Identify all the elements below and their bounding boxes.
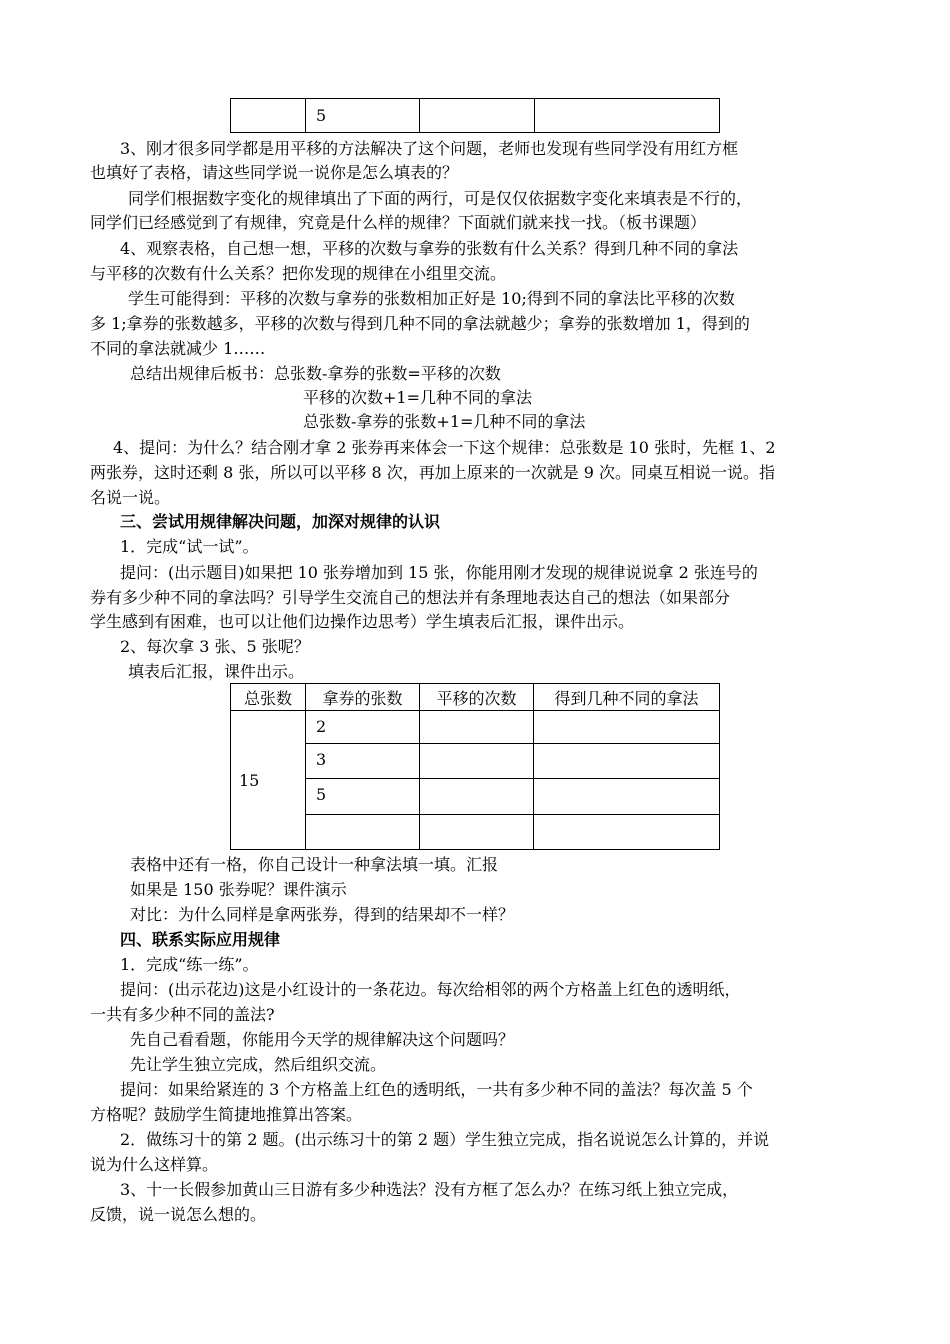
paragraph-line: 两张券，这时还剩 8 张，所以可以平移 8 次，再加上原来的一次就是 9 次。同桌互相说一说。指 — [90, 463, 776, 482]
paragraph-line: 也填好了表格，请这些同学说一说你是怎么填表的？ — [90, 163, 459, 182]
paragraph-line: 先让学生独立完成，然后组织交流。 — [130, 1055, 387, 1074]
paragraph-line: 3、刚才很多同学都是用平移的方法解决了这个问题，老师也发现有些同学没有用红方框 — [120, 139, 739, 158]
table-cell — [534, 744, 720, 779]
rule-line: 平移的次数+1=几种不同的拿法 — [303, 388, 532, 407]
table-cell: 2 — [306, 711, 420, 744]
table-header-row — [231, 684, 720, 711]
table-header: 总张数 — [231, 684, 306, 711]
total-count-cell: 15 — [231, 711, 306, 850]
paragraph-line: 4、观察表格，自己想一想，平移的次数与拿券的张数有什么关系？得到几种不同的拿法 — [120, 239, 739, 258]
paragraph-line: 不同的拿法就减少 1…… — [90, 339, 266, 358]
table-cell — [420, 779, 534, 815]
rule-line: 总结出规律后板书：总张数-拿券的张数=平移的次数 — [130, 364, 501, 383]
paragraph-line: 3、十一长假参加黄山三日游有多少种选法？没有方框了怎么办？在练习纸上独立完成， — [120, 1180, 739, 1199]
paragraph-line: 同学们根据数字变化的规律填出了下面的两行，可是仅仅依据数字变化来填表是不行的， — [128, 189, 753, 208]
paragraph-line: 学生感到有困难，也可以让他们边操作边思考）学生填表后汇报，课件出示。 — [90, 612, 635, 631]
table-cell — [534, 815, 720, 850]
paragraph-line: 券有多少种不同的拿法吗？引导学生交流自己的想法并有条理地表达自己的想法（如果部分 — [90, 588, 731, 607]
section-heading: 四、联系实际应用规律 — [120, 930, 281, 949]
table-cell — [420, 744, 534, 779]
paragraph-line: 学生可能得到：平移的次数与拿券的张数相加正好是 10;得到不同的拿法比平移的次数 — [128, 289, 735, 308]
table-cell — [231, 99, 306, 133]
table-cell: 5 — [306, 779, 420, 815]
table-cell: 3 — [306, 744, 420, 779]
paragraph-line: 填表后汇报，课件出示。 — [128, 662, 305, 681]
paragraph-line: 反馈，说一说怎么想的。 — [90, 1205, 267, 1224]
fill-in-table — [230, 683, 720, 850]
table-cell — [534, 779, 720, 815]
top-table-fragment — [230, 98, 720, 133]
table-header: 平移的次数 — [420, 684, 534, 711]
table-header: 得到几种不同的拿法 — [534, 684, 720, 711]
table-cell: 5 — [306, 99, 420, 133]
paragraph-line: 说为什么这样算。 — [90, 1155, 219, 1174]
paragraph-line: 提问：(出示题目)如果把 10 张券增加到 15 张，你能用刚才发现的规律说说拿 2 张连号的 — [120, 563, 758, 582]
table-cell — [420, 815, 534, 850]
table-cell — [535, 99, 720, 133]
paragraph-line: 名说一说。 — [90, 488, 171, 507]
paragraph-line: 与平移的次数有什么关系？把你发现的规律在小组里交流。 — [90, 264, 507, 283]
paragraph-line: 提问：如果给紧连的 3 个方格盖上红色的透明纸，一共有多少种不同的盖法？每次盖 5 个 — [120, 1080, 753, 1099]
paragraph-line: 4、提问：为什么？结合刚才拿 2 张券再来体会一下这个规律：总张数是 10 张时，先框 1、2 — [113, 438, 776, 457]
paragraph-line: 如果是 150 张券呢？课件演示 — [130, 880, 347, 899]
table-cell — [534, 711, 720, 744]
paragraph-line: 表格中还有一格，你自己设计一种拿法填一填。汇报 — [130, 855, 499, 874]
paragraph-line: 提问：(出示花边)这是小红设计的一条花边。每次给相邻的两个方格盖上红色的透明纸， — [120, 980, 741, 999]
rule-line: 总张数-拿券的张数+1=几种不同的拿法 — [303, 412, 586, 431]
paragraph-line: 多 1;拿券的张数越多，平移的次数与得到几种不同的拿法就越少；拿券的张数增加 1，得到的 — [90, 314, 750, 333]
table-cell — [420, 99, 535, 133]
paragraph-line: 2．做练习十的第 2 题。(出示练习十的第 2 题）学生独立完成，指名说说怎么计算的，并说 — [120, 1130, 770, 1149]
section-heading: 三、尝试用规律解决问题，加深对规律的认识 — [120, 512, 441, 531]
table-row — [231, 711, 720, 744]
paragraph-line: 先自己看看题，你能用今天学的规律解决这个问题吗？ — [130, 1030, 515, 1049]
paragraph-line: 方格呢？鼓励学生简捷地推算出答案。 — [90, 1105, 363, 1124]
paragraph-line: 1．完成“试一试”。 — [120, 537, 259, 556]
paragraph-line: 对比：为什么同样是拿两张券，得到的结果却不一样？ — [130, 905, 515, 924]
paragraph-line: 同学们已经感觉到了有规律，究竟是什么样的规律？下面就们就来找一找。（板书课题） — [90, 213, 707, 232]
paragraph-line: 2、每次拿 3 张、5 张呢？ — [120, 637, 310, 656]
table-header: 拿券的张数 — [306, 684, 420, 711]
paragraph-line: 1．完成“练一练”。 — [120, 955, 259, 974]
paragraph-line: 一共有多少种不同的盖法? — [90, 1005, 275, 1024]
table-cell — [306, 815, 420, 850]
table-cell — [420, 711, 534, 744]
